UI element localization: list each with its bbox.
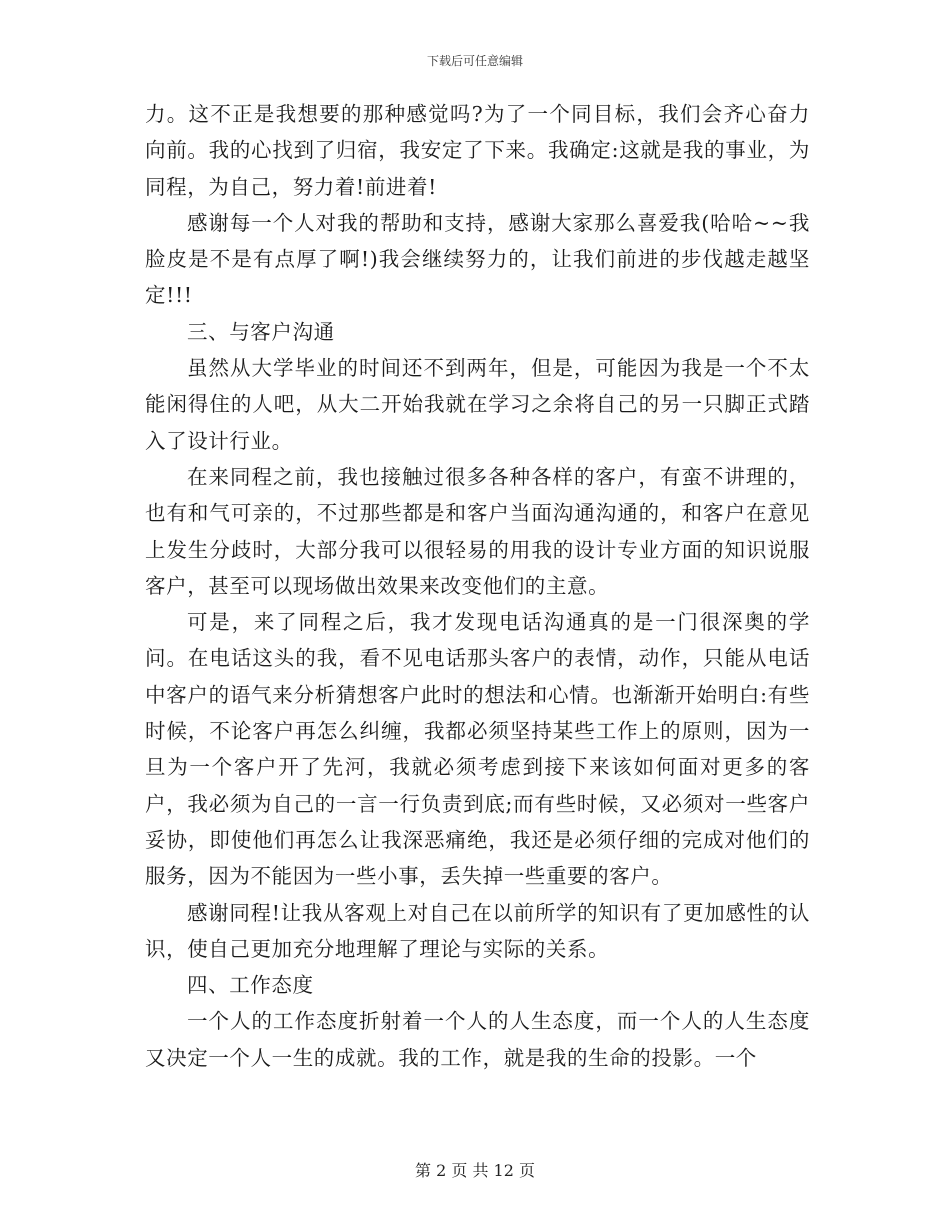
paragraph-9: 一个人的工作态度折射着一个人的人生态度，而一个人的人生态度又决定一个人一生的成就。我的工作，就是我的生命的投影。一个	[145, 1009, 810, 1070]
section-heading-4: 四、工作态度	[187, 973, 314, 998]
paragraph-4: 虽然从大学毕业的时间还不到两年，但是，可能因为我是一个不太能闲得住的人吧，从大二开始我就在学习之余将自己的另一只脚正式踏入了设计行业。	[145, 356, 810, 453]
document-body	[145, 96, 810, 1076]
page-header: 下载后可任意编辑	[426, 54, 523, 68]
page-footer: 第 2 页 共 12 页	[415, 1161, 535, 1180]
paragraph-7: 感谢同程!让我从客观上对自己在以前所学的知识有了更加感性的认识，使自己更加充分地理解了理论与实际的关系。	[145, 900, 810, 961]
paragraph-5: 在来同程之前，我也接触过很多各种各样的客户，有蛮不讲理的，也有和气可亲的，不过那些都是和客户当面沟通沟通的，和客户在意见上发生分歧时，大部分我可以很轻易的用我的设计专业方面的知识说服客户，甚至可以现场做出效果来改变他们的主意。	[145, 464, 810, 598]
paragraph-2: 感谢每一个人对我的帮助和支持，感谢大家那么喜爱我(哈哈~~我脸皮是不是有点厚了啊!)我会继续努力的，让我们前进的步伐越走越坚定!!!	[145, 210, 810, 308]
paragraph-6: 可是，来了同程之后，我才发现电话沟通真的是一门很深奥的学问。在电话这头的我，看不见电话那头客户的表情，动作，只能从电话中客户的语气来分析猜想客户此时的想法和心情。也渐渐开始明白:有些时候，不论客户再怎么纠缠，我都必须坚持某些工作上的原则，因为一旦为一个客户开了先河，我就必须考虑到接下来该如何面对更多的客户，我必须为自己的一言一行负责到底;而有些时候，又必须对一些客户妥协，即使他们再怎么让我深恶痛绝，我还是必须仔细的完成对他们的服务，因为不能因为一些小事，丢失掉一些重要的客户。	[145, 610, 810, 889]
paragraph-1: 力。这不正是我想要的那种感觉吗?为了一个同目标，我们会齐心奋力向前。我的心找到了归宿，我安定了下来。我确定:这就是我的事业，为同程，为自己，努力着!前进着!	[145, 102, 810, 199]
section-heading-3: 三、与客户沟通	[187, 319, 335, 344]
